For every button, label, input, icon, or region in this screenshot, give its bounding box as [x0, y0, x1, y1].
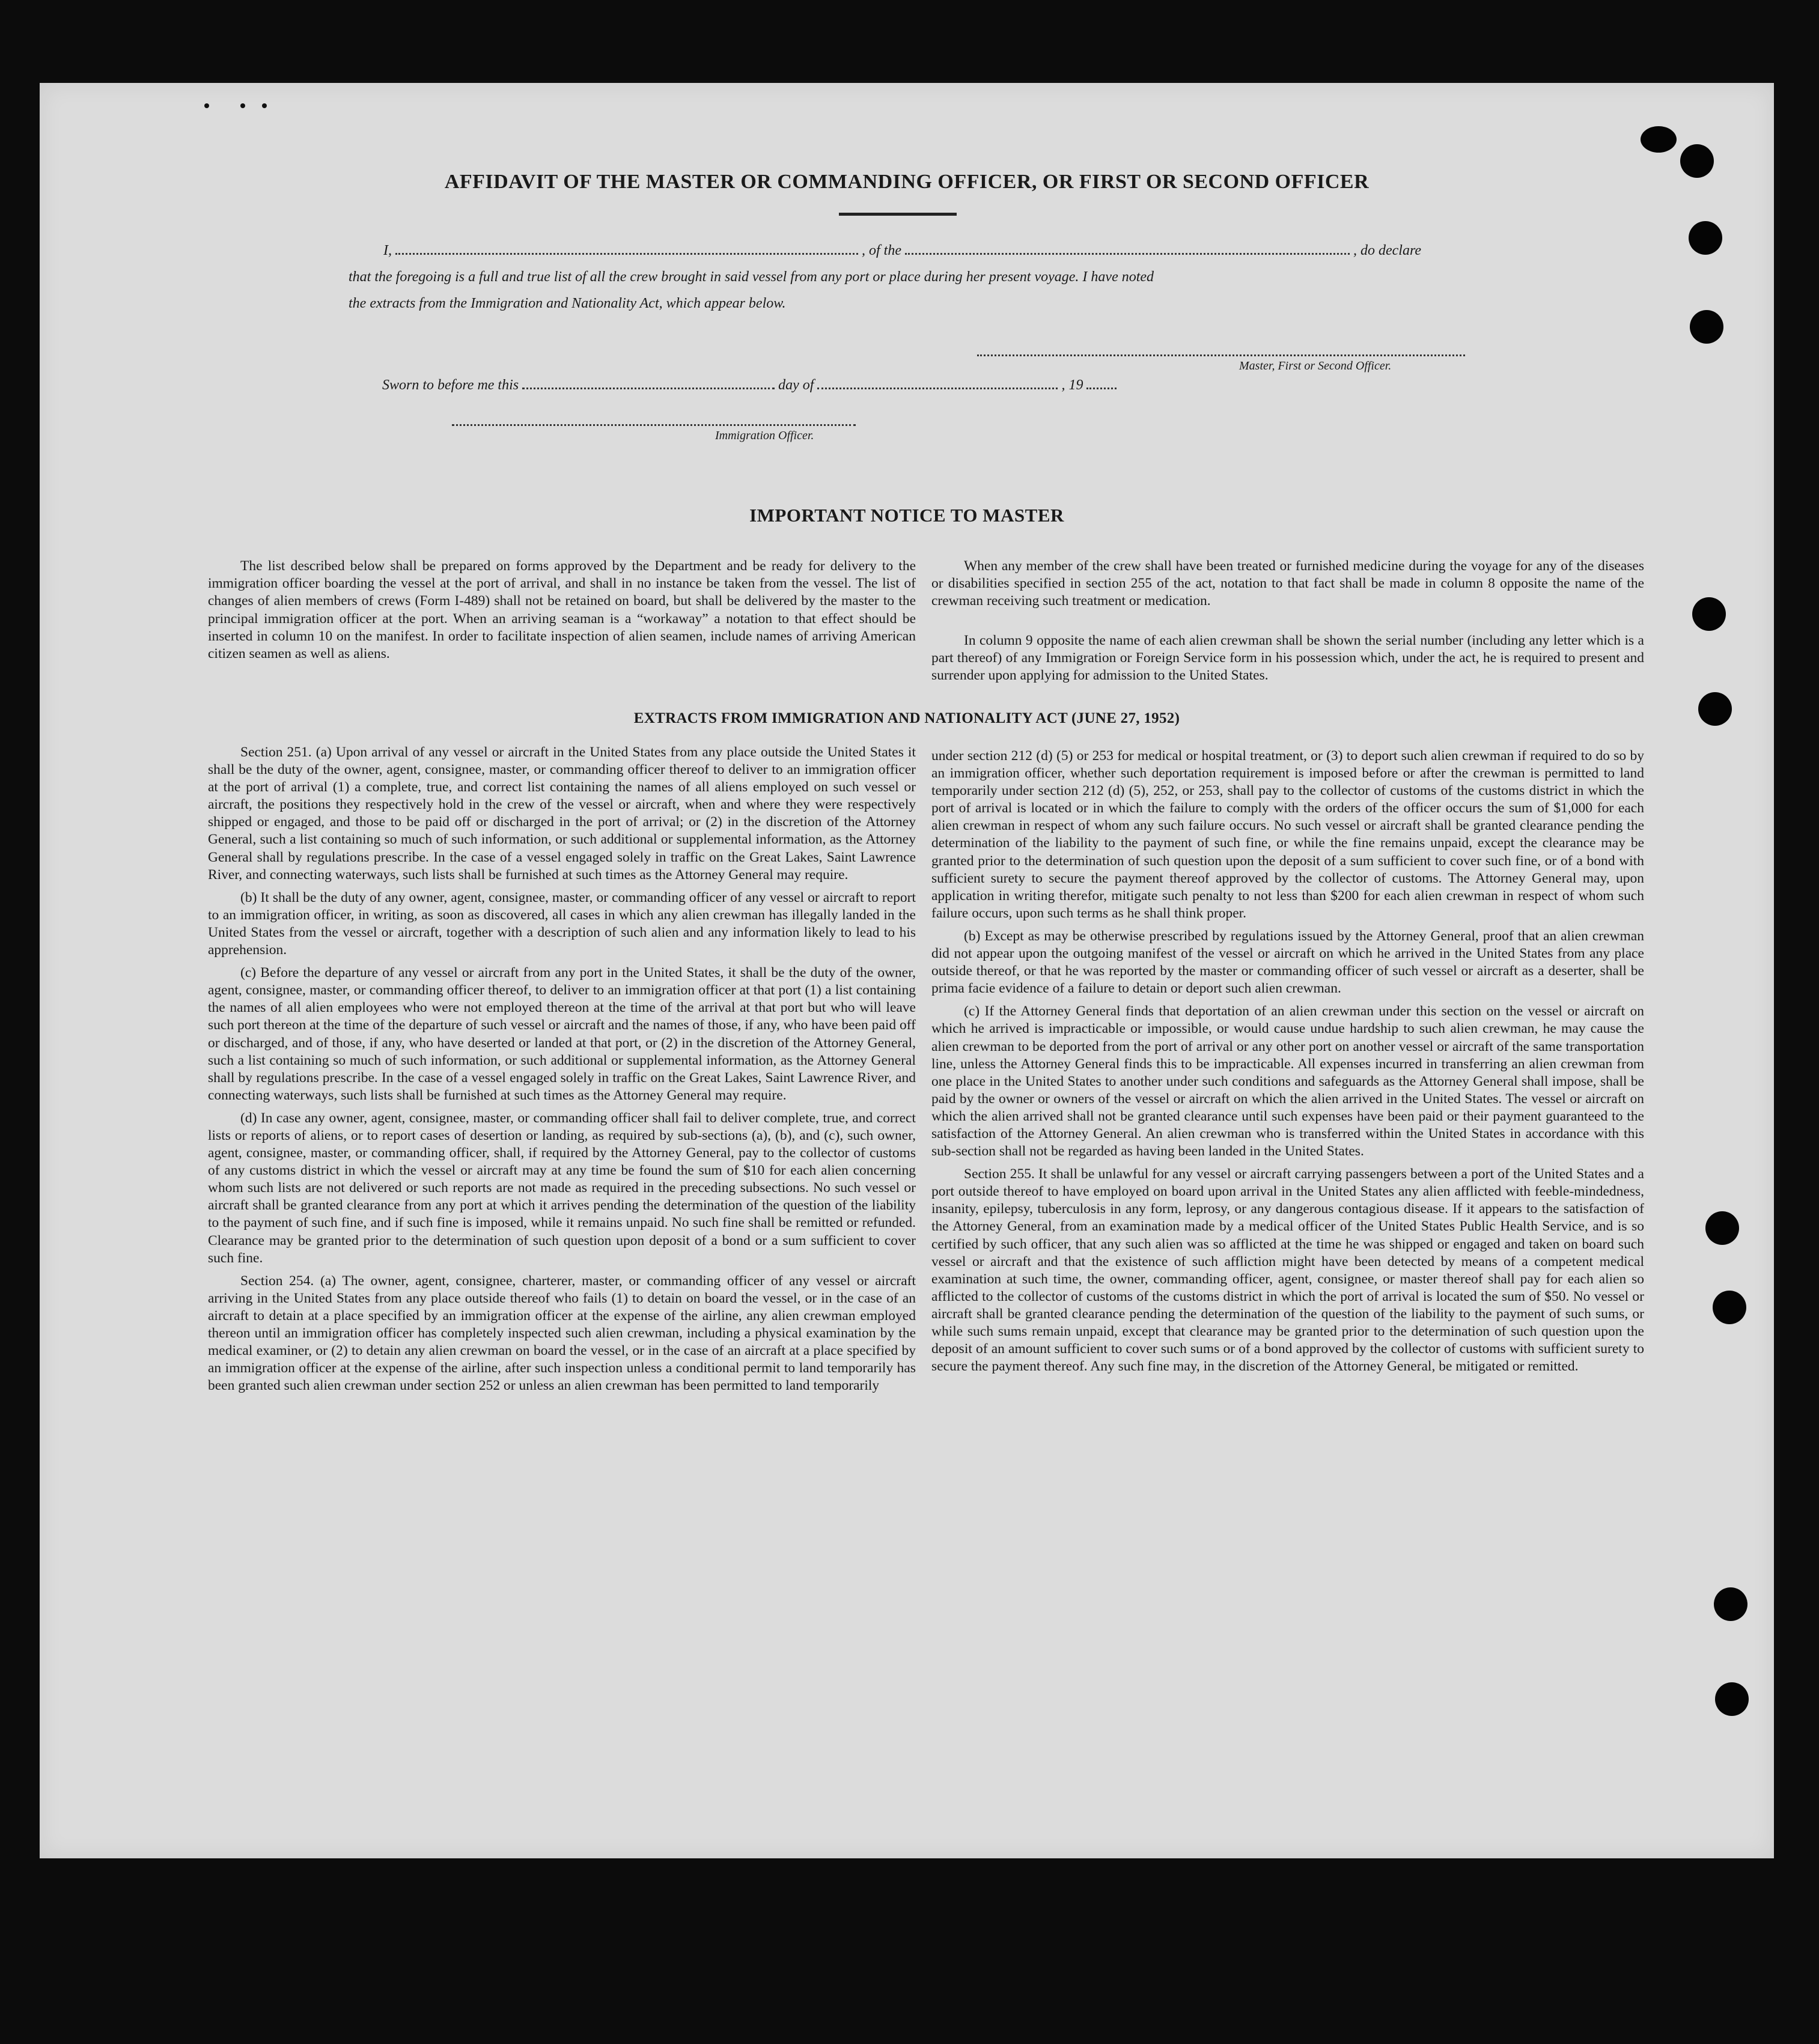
binder-hole [1690, 310, 1723, 344]
extracts-left-column [208, 744, 916, 1400]
section-254a-continued: under section 212 (d) (5) or 253 for medical or hospital treatment, or (3) to deport such alien crewman if required to do so by an immigration officer, whether such deportation requirement is imposed before or after the crewman is permitted to land temporarily under section 212 (d) (5), 252, or 253, shall pay to the collector of customs of the customs district in which the port of arrival is located or in which the failure to comply with the orders of the officer occurs the sum of $1,000 for each alien crewman in respect of whom any such failure occurs. No such vessel or aircraft shall be granted clearance pending the determination of the liability to the payment of such fine, or while the fine remains unpaid, except the clearance may be granted prior to the determination of such question upon the deposit of a sum sufficient to cover such fine, or of a bond with sufficient surety to secure the payment thereof approved by the collector of customs. The Attorney General may, upon application in writing therefor, mitigate such penalty to not less than $200 for each alien crewman in respect of whom such failure occurs, upon such terms as he shall think proper. [931, 748, 1644, 921]
section-251d: (d) In case any owner, agent, consignee, master, or commanding officer shall fail to deliver complete, true, and correct lists or reports of aliens, or to report cases of desertion or landing, as required by sub-sections (a), (b), and (c), such owner, agent, consignee, master, or commanding officer, shall, if required by the Attorney General, pay to the collector of customs of any customs district in which the vessel or aircraft may at any time be found the sum of $10 for each alien concerning whom such lists are not delivered or such reports are not made as required in the preceding subsections. No such vessel or aircraft shall be granted clearance from any port at which it arrives pending the determination of the question of the liability to the payment of such fine, and if such fine is imposed, while it remains unpaid. No such fine shall be remitted or refunded. Clearance may be granted prior to the determination of such question upon deposit of a bond or a sum sufficient to cover such fine. [208, 1110, 916, 1266]
declaration-line-1 [383, 243, 1421, 259]
declaration-line-3: the extracts from the Immigration and Nationality Act, which appear below. [349, 296, 786, 311]
section-251c: (c) Before the departure of any vessel or aircraft from any port in the United States, it shall be the duty of the owner, agent, consignee, master, or commanding officer thereof, to deliver to an immigration officer at that port (1) a list containing the names of all alien employees who were not employed thereon at the time of the arrival at that port but who will leave such port thereon at the time of the departure of such vessel or aircraft and the names of those, if any, who have been paid off or discharged, and of those, if any, who have deserted or landed at that port, or (2) in the discretion of the Attorney General, such a list containing so much of such information, or such additional or supplemental information, as the Attorney General shall by regulations prescribe. In the case of a vessel engaged solely in traffic on the Great Lakes, Saint Lawrence River, and connecting waterways, such lists shall be furnished at such times as the Attorney General may require. [208, 965, 916, 1103]
binder-hole [1714, 1587, 1747, 1621]
officer-signature-line[interactable] [452, 424, 856, 426]
vessel-blank[interactable] [905, 253, 1350, 255]
declaration-i: I, [383, 243, 392, 258]
binder-hole [1698, 692, 1732, 726]
speck [240, 103, 245, 108]
section-251a: Section 251. (a) Upon arrival of any vessel or aircraft in the United States from any place outside the United States it shall be the duty of the owner, agent, consignee, master, or commanding officer thereof to deliver to an immigration officer at the port of arrival (1) a complete, true, and correct list containing the names of all aliens employed on such vessel or aircraft, the positions they respectively hold in the crew of the vessel or aircraft, when and where they were respectively shipped or engaged, and those to be paid off or discharged in the port of arrival; or (2) in the discretion of the Attorney General, such a list containing so much of such information, or such additional or supplemental information, as the Attorney General shall by regulations prescribe. In the case of a vessel engaged solely in traffic on the Great Lakes, Saint Lawrence River, and connecting waterways, such lists shall be furnished at such times as the Attorney General may require. [208, 744, 916, 883]
extracts-right-column [931, 747, 1644, 1381]
binder-hole [1705, 1211, 1739, 1245]
section-255: Section 255. It shall be unlawful for any vessel or aircraft carrying passengers between a port of the United States and a port outside thereof to have employed on board upon arrival in the United States any alien afflicted with feeble-mindedness, insanity, epilepsy, tuberculosis in any form, leprosy, or any dangerous contagious disease. If it appears to the satisfaction of the Attorney General, from an examination made by a medical officer of the United States Public Health Service, and is so certified by such officer, that any such alien was so afflicted at the time he was shipped or engaged and taken on board such vessel or aircraft and that the existence of such affliction might have been detected by means of a competent medical examination at such time, the owner, commanding officer, agent, consignee, or master thereof shall pay for each alien so afflicted to the collector of customs of the customs district in which the port of arrival is located the sum of $50. No vessel or aircraft shall be granted clearance pending the determination of the question of the liability to the payment of such sums, or while such sums remain unpaid, except that clearance may be granted prior to the determination of such question upon the deposit of an amount sufficient to cover such sums or of a bond approved by the collector of customs with sufficient surety to secure the payment thereof. Any such fine may, in the discretion of the Attorney General, be mitigated or remitted. [931, 1166, 1644, 1375]
officer-signature-caption: Immigration Officer. [715, 429, 814, 442]
speck [262, 103, 267, 108]
declaration-of-the: , of the [862, 243, 901, 258]
name-blank[interactable] [395, 253, 858, 255]
sworn-year: , 19 [1061, 377, 1083, 393]
binder-hole [1641, 126, 1677, 153]
declaration-declare: , do declare [1353, 243, 1422, 258]
notice-right-paragraph-1: When any member of the crew shall have been treated or furnished medicine during the voyage for any of the diseases or disabilities specified in section 255 of the act, notation to that fact shall be made in column 8 opposite the name of the crewman receiving such treatment or medication. [931, 558, 1644, 609]
document-page [40, 83, 1774, 1858]
title-underline [839, 213, 957, 216]
notice-left-paragraph: The list described below shall be prepared on forms approved by the Department and be ready for delivery to the immigration officer boarding the vessel at the port of arrival, and shall in no instance be taken from the vessel. The list of changes of alien members of crews (Form I-489) shall not be retained on board, but shall be delivered by the master to the principal immigration officer at the port. When an arriving seaman is a “workaway” a notation to that effect should be inserted in column 10 on the manifest. In order to facilitate inspection of alien seamen, include names of arriving American citizen seamen as well as aliens. [208, 558, 916, 662]
sworn-day-blank[interactable] [522, 388, 775, 389]
sworn-year-blank[interactable] [1086, 388, 1117, 389]
binder-hole [1715, 1682, 1749, 1716]
binder-hole [1692, 597, 1726, 631]
speck [204, 103, 209, 108]
sworn-day-of: day of [778, 377, 814, 393]
master-signature-line[interactable] [977, 354, 1465, 356]
notice-title: IMPORTANT NOTICE TO MASTER [749, 505, 1064, 526]
section-254c: (c) If the Attorney General finds that deportation of an alien crewman under this section on the vessel or aircraft on which he arrived is impracticable or impossible, or would cause undue hardship to such alien crewman, he may cause the alien crewman to be deported from the port of arrival or any other port on another vessel or aircraft of the same transportation line, unless the Attorney General finds this to be impracticable. All expenses incurred in transferring an alien crewman from one place in the United States to another under such conditions and safeguards as the Attorney General shall impose, shall be paid by the owner or owners of the vessel or aircraft on which the alien arrived in the United States. The vessel or aircraft on which the alien arrived shall not be granted clearance until such expenses have been paid or their payment guaranteed to the satisfaction of the Attorney General. An alien crewman who is transferred within the United States in accordance with this sub-section shall not be regarded as having been landed in the United States. [931, 1003, 1644, 1160]
master-signature-caption: Master, First or Second Officer. [1239, 359, 1392, 373]
sworn-prefix: Sworn to before me this [382, 377, 519, 393]
affidavit-title: AFFIDAVIT OF THE MASTER OR COMMANDING OFFICER, OR FIRST OR SECOND OFFICER [444, 171, 1370, 193]
notice-right-paragraph-2: In column 9 opposite the name of each alien crewman shall be shown the serial number (including any letter which is a part thereof) of any Immigration or Foreign Service form in his possession which, under the act, he is required to present and surrender upon applying for admission to the United States. [931, 633, 1644, 684]
binder-hole [1689, 221, 1722, 255]
section-254a: Section 254. (a) The owner, agent, consignee, charterer, master, or commanding officer of any vessel or aircraft arriving in the United States from any place outside thereof who fails (1) to detain on board the vessel, or in the case of an aircraft to detain at a place specified by an immigration officer at the expense of the airline, any alien crewman employed thereon until an immigration officer has completely inspected such alien crewman, including a physical examination by the medical examiner, or (2) to detain any alien crewman on board the vessel, or in the case of an aircraft at a place specified by an immigration officer at the expense of the airline, after such inspection unless a conditional permit to land temporarily has been granted such alien crewman under section 252 or unless an alien crewman has been permitted to land temporarily [208, 1273, 916, 1394]
sworn-month-blank[interactable] [817, 388, 1058, 389]
declaration-line-2: that the foregoing is a full and true list of all the crew brought in said vessel from any port or place during her present voyage. I have noted [349, 269, 1154, 285]
extracts-title: EXTRACTS FROM IMMIGRATION AND NATIONALITY ACT (JUNE 27, 1952) [633, 710, 1180, 726]
section-254b: (b) Except as may be otherwise prescribed by regulations issued by the Attorney General, proof that an alien crewman did not appear upon the outgoing manifest of the vessel or aircraft on which he arrived in the United States from any place outside thereof, or that he was reported by the master or commanding officer of such vessel or aircraft as a deserter, shall be prima facie evidence of a failure to detain or deport such alien crewman. [931, 928, 1644, 997]
sworn-line [382, 377, 1120, 394]
binder-hole [1713, 1291, 1746, 1324]
binder-hole [1680, 144, 1714, 178]
section-251b: (b) It shall be the duty of any owner, agent, consignee, master, or commanding officer of any vessel or aircraft to report to an immigration officer, in writing, as soon as discovered, all cases in which any alien crewman has illegally landed in the United States from the vessel or aircraft, together with a description of such alien and any information likely to lead to his apprehension. [208, 889, 916, 958]
